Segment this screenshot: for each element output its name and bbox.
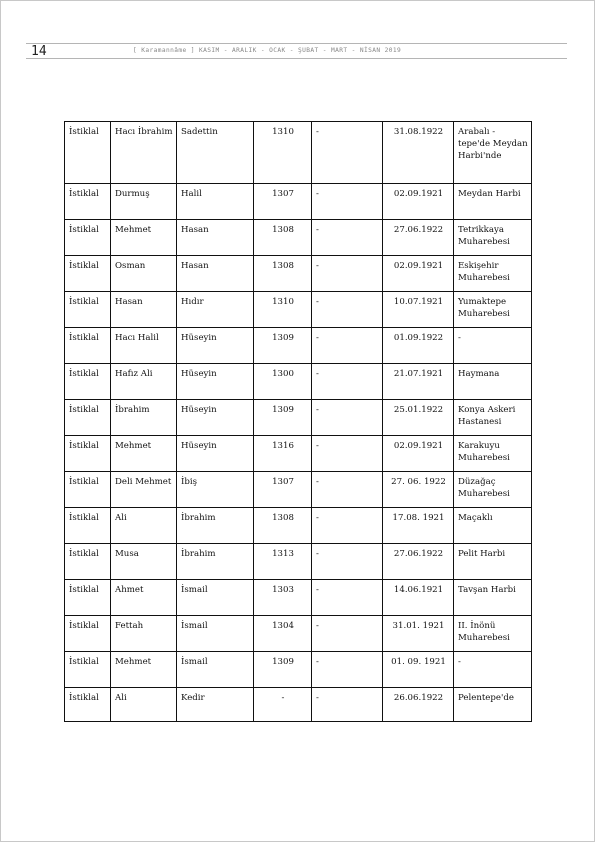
- cell-unit: İstiklal: [65, 122, 111, 184]
- table-row: [65, 436, 532, 472]
- cell-birth-year: 1313: [254, 544, 312, 580]
- cell-father: İbiş: [177, 472, 254, 508]
- cell-father: İsmail: [177, 652, 254, 688]
- cell-place: Karakuyu Muharebesi: [454, 436, 532, 472]
- cell-date: 21.07.1921: [383, 364, 454, 400]
- cell-birth-year: 1304: [254, 616, 312, 652]
- cell-blank: -: [312, 580, 383, 616]
- cell-date: 31.01. 1921: [383, 616, 454, 652]
- cell-date: 02.09.1921: [383, 184, 454, 220]
- table-row: [65, 616, 532, 652]
- cell-date: 10.07.1921: [383, 292, 454, 328]
- cell-unit: İstiklal: [65, 544, 111, 580]
- cell-place: II. İnönü Muharebesi: [454, 616, 532, 652]
- table-body: [65, 122, 532, 722]
- table-row: [65, 122, 532, 184]
- cell-date: 14.06.1921: [383, 580, 454, 616]
- cell-unit: İstiklal: [65, 472, 111, 508]
- cell-birth-year: 1300: [254, 364, 312, 400]
- cell-blank: -: [312, 436, 383, 472]
- table-row: [65, 292, 532, 328]
- cell-blank: -: [312, 256, 383, 292]
- cell-place: Eskişehir Muharebesi: [454, 256, 532, 292]
- cell-place: Tavşan Harbi: [454, 580, 532, 616]
- cell-name: Mehmet: [111, 220, 177, 256]
- cell-place: Haymana: [454, 364, 532, 400]
- cell-father: İsmail: [177, 580, 254, 616]
- table-row: [65, 508, 532, 544]
- cell-name: Mehmet: [111, 652, 177, 688]
- header-rule-bottom: [26, 58, 567, 59]
- table-row: [65, 400, 532, 436]
- cell-date: 27.06.1922: [383, 544, 454, 580]
- cell-date: 02.09.1921: [383, 256, 454, 292]
- cell-unit: İstiklal: [65, 400, 111, 436]
- cell-date: 02.09.1921: [383, 436, 454, 472]
- cell-father: İbrahim: [177, 508, 254, 544]
- table-row: [65, 184, 532, 220]
- cell-name: Musa: [111, 544, 177, 580]
- header-rule-top: [26, 43, 567, 44]
- cell-place: Düzağaç Muharebesi: [454, 472, 532, 508]
- cell-unit: İstiklal: [65, 220, 111, 256]
- cell-name: Deli Mehmet: [111, 472, 177, 508]
- cell-birth-year: 1307: [254, 184, 312, 220]
- cell-father: Hasan: [177, 256, 254, 292]
- cell-place: Arabalı - tepe'de Meydan Harbi'nde: [454, 122, 532, 184]
- cell-place: -: [454, 652, 532, 688]
- table-row: [65, 328, 532, 364]
- cell-name: Ali: [111, 508, 177, 544]
- table-row: [65, 364, 532, 400]
- cell-birth-year: 1310: [254, 292, 312, 328]
- cell-father: Hüseyin: [177, 328, 254, 364]
- cell-place: Tetrikkaya Muharebesi: [454, 220, 532, 256]
- page-number: 14: [31, 44, 47, 59]
- cell-place: Pelit Harbi: [454, 544, 532, 580]
- cell-date: 26.06.1922: [383, 688, 454, 722]
- cell-place: Konya Askeri Hastanesi: [454, 400, 532, 436]
- cell-blank: -: [312, 292, 383, 328]
- cell-father: Hüseyin: [177, 400, 254, 436]
- cell-blank: -: [312, 544, 383, 580]
- cell-blank: -: [312, 220, 383, 256]
- cell-blank: -: [312, 122, 383, 184]
- cell-date: 17.08. 1921: [383, 508, 454, 544]
- cell-birth-year: 1310: [254, 122, 312, 184]
- cell-place: Maçaklı: [454, 508, 532, 544]
- cell-place: -: [454, 328, 532, 364]
- table-row: [65, 580, 532, 616]
- cell-father: Hasan: [177, 220, 254, 256]
- cell-name: Ahmet: [111, 580, 177, 616]
- cell-birth-year: -: [254, 688, 312, 722]
- cell-name: İbrahim: [111, 400, 177, 436]
- cell-father: Hüseyin: [177, 436, 254, 472]
- cell-birth-year: 1303: [254, 580, 312, 616]
- table-row: [65, 652, 532, 688]
- cell-date: 27. 06. 1922: [383, 472, 454, 508]
- cell-date: 01. 09. 1921: [383, 652, 454, 688]
- cell-name: Durmuş: [111, 184, 177, 220]
- cell-name: Hasan: [111, 292, 177, 328]
- cell-father: İbrahim: [177, 544, 254, 580]
- cell-date: 31.08.1922: [383, 122, 454, 184]
- cell-place: Pelentepe'de: [454, 688, 532, 722]
- cell-name: Hacı Halil: [111, 328, 177, 364]
- cell-blank: -: [312, 364, 383, 400]
- cell-blank: -: [312, 184, 383, 220]
- martyrs-table: [64, 121, 532, 722]
- cell-unit: İstiklal: [65, 616, 111, 652]
- running-header: [ Karamannâme ] KASIM - ARALIK - OCAK - ŞUBAT - MART - NİSAN 2019: [133, 47, 402, 54]
- cell-blank: -: [312, 328, 383, 364]
- cell-father: Halil: [177, 184, 254, 220]
- cell-father: Sadettin: [177, 122, 254, 184]
- cell-blank: -: [312, 508, 383, 544]
- cell-unit: İstiklal: [65, 328, 111, 364]
- cell-unit: İstiklal: [65, 436, 111, 472]
- cell-birth-year: 1309: [254, 652, 312, 688]
- cell-blank: -: [312, 400, 383, 436]
- cell-name: Hacı İbrahim: [111, 122, 177, 184]
- cell-blank: -: [312, 652, 383, 688]
- cell-date: 25.01.1922: [383, 400, 454, 436]
- cell-place: Yumaktepe Muharebesi: [454, 292, 532, 328]
- cell-date: 01.09.1922: [383, 328, 454, 364]
- cell-unit: İstiklal: [65, 688, 111, 722]
- cell-name: Hafız Ali: [111, 364, 177, 400]
- cell-unit: İstiklal: [65, 364, 111, 400]
- cell-father: Kedir: [177, 688, 254, 722]
- cell-unit: İstiklal: [65, 184, 111, 220]
- cell-name: Ali: [111, 688, 177, 722]
- cell-unit: İstiklal: [65, 292, 111, 328]
- table-row: [65, 688, 532, 722]
- table-row: [65, 220, 532, 256]
- cell-name: Mehmet: [111, 436, 177, 472]
- cell-birth-year: 1316: [254, 436, 312, 472]
- cell-blank: -: [312, 472, 383, 508]
- cell-birth-year: 1309: [254, 328, 312, 364]
- cell-father: İsmail: [177, 616, 254, 652]
- cell-name: Fettah: [111, 616, 177, 652]
- table-row: [65, 256, 532, 292]
- cell-birth-year: 1309: [254, 400, 312, 436]
- cell-date: 27.06.1922: [383, 220, 454, 256]
- cell-father: Hıdır: [177, 292, 254, 328]
- cell-unit: İstiklal: [65, 580, 111, 616]
- cell-father: Hüseyin: [177, 364, 254, 400]
- cell-birth-year: 1308: [254, 256, 312, 292]
- cell-unit: İstiklal: [65, 652, 111, 688]
- table-row: [65, 472, 532, 508]
- cell-birth-year: 1307: [254, 472, 312, 508]
- table-row: [65, 544, 532, 580]
- cell-blank: -: [312, 688, 383, 722]
- cell-blank: -: [312, 616, 383, 652]
- cell-unit: İstiklal: [65, 256, 111, 292]
- cell-birth-year: 1308: [254, 508, 312, 544]
- cell-unit: İstiklal: [65, 508, 111, 544]
- cell-place: Meydan Harbi: [454, 184, 532, 220]
- cell-name: Osman: [111, 256, 177, 292]
- cell-birth-year: 1308: [254, 220, 312, 256]
